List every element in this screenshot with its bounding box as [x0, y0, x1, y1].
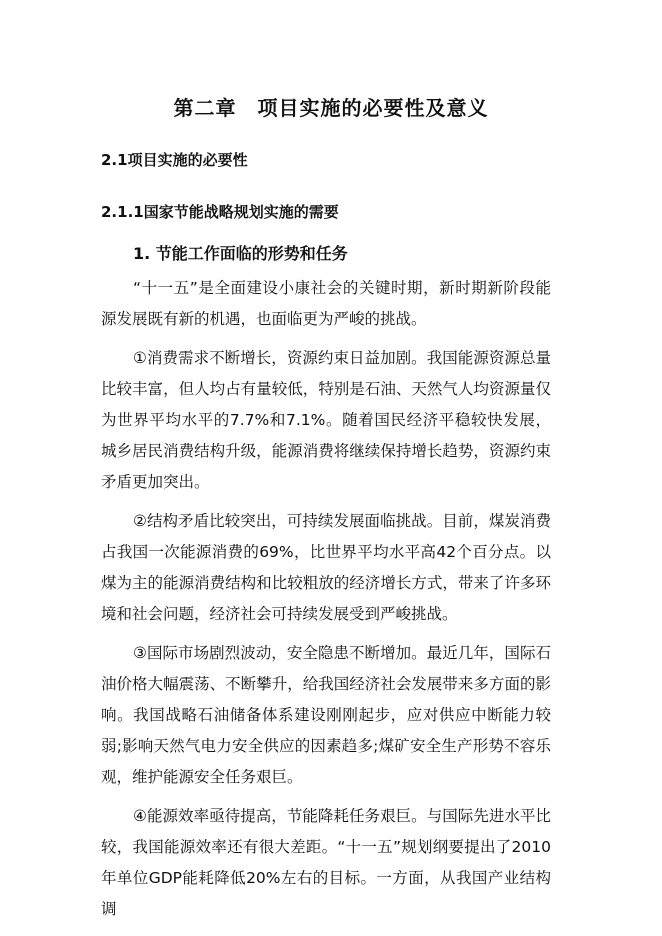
section-heading: 2.1项目实施的必要性	[101, 151, 248, 169]
paragraph-point-4: ④能源效率亟待提高，节能降耗任务艰巨。与国际先进水平比较，我国能源效率还有很大差距。“十一五”规划纲要提出了2010年单位GDP能耗降低20%左右的目标。一方面，从我国产业结构调	[101, 807, 551, 918]
subsection-heading: 2.1.1国家节能战略规划实施的需要	[101, 203, 339, 221]
chapter-title: 第二章 项目实施的必要性及意义	[173, 96, 489, 120]
paragraph-point-2: ②结构矛盾比较突出，可持续发展面临挑战。目前，煤炭消费占我国一次能源消费的69%，比世界平均水平高42个百分点。以煤为主的能源消费结构和比较粗放的经济增长方式，带来了许多环境和社会问题，经济社会可持续发展受到严峻挑战。	[101, 512, 551, 623]
paragraph-intro: “十一五”是全面建设小康社会的关键时期，新时期新阶段能源发展既有新的机遇，也面临更为严峻的挑战。	[101, 279, 551, 328]
paragraph-point-3: ③国际市场剧烈波动，安全隐患不断增加。最近几年，国际石油价格大幅震荡、不断攀升，给我国经济社会发展带来多方面的影响。我国战略石油储备体系建设刚刚起步，应对供应中断能力较弱;影响天然气电力安全供应的因素趋多;煤矿安全生产形势不容乐观，维护能源安全任务艰巨。	[101, 644, 551, 786]
paragraph-point-1: ①消费需求不断增长，资源约束日益加剧。我国能源资源总量比较丰富，但人均占有量较低，特别是石油、天然气人均资源量仅为世界平均水平的7.7%和7.1%。随着国民经济平稳较快发展，城乡居民消费结构升级，能源消费将继续保持增长趋势，资源约束矛盾更加突出。	[101, 349, 551, 491]
subsubsection-heading: 1. 节能工作面临的形势和任务	[133, 244, 348, 263]
body-text	[101, 273, 551, 933]
